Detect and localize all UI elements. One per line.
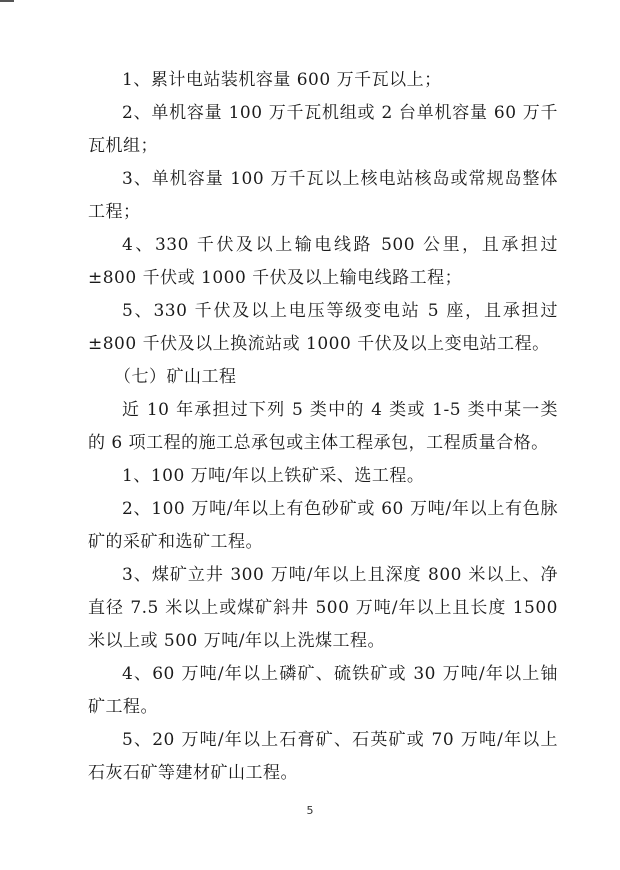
paragraph-mining-4: 4、60 万吨/年以上磷矿、硫铁矿或 30 万吨/年以上铀矿工程。 [88,664,558,717]
paragraph-mining-3: 3、煤矿立井 300 万吨/年以上且深度 800 米以上、净直径 7.5 米以上或煤矿斜井 500 万吨/年以上且长度 1500 米以上或 500 万吨/年以上洗煤工程。 [88,565,558,651]
page-corner-mark [0,0,14,2]
paragraph-power-5: 5、330 千伏及以上电压等级变电站 5 座，且承担过±800 千伏及以上换流站或 1000 千伏及以上变电站工程。 [88,301,558,354]
paragraph-power-3: 3、单机容量 100 万千瓦以上核电站核岛或常规岛整体工程； [88,169,558,222]
paragraph-power-4: 4、330 千伏及以上输电线路 500 公里，且承担过±800 千伏或 1000 千伏及以上输电线路工程； [88,235,558,288]
paragraph-mining-2: 2、100 万吨/年以上有色砂矿或 60 万吨/年以上有色脉矿的采矿和选矿工程。 [88,499,558,552]
paragraph-power-1: 1、累计电站装机容量 600 万千瓦以上； [122,70,442,90]
paragraph-mining-5: 5、20 万吨/年以上石膏矿、石英矿或 70 万吨/年以上石灰石矿等建材矿山工程。 [88,730,558,783]
paragraph-mining-1: 1、100 万吨/年以上铁矿采、选工程。 [122,466,425,486]
page-number: 5 [306,804,314,817]
section-heading-mining: （七）矿山工程 [114,367,237,387]
document-body [88,64,558,790]
paragraph-mining-intro: 近 10 年承担过下列 5 类中的 4 类或 1-5 类中某一类的 6 项工程的施工总承包或主体工程承包，工程质量合格。 [88,400,558,453]
paragraph-power-2: 2、单机容量 100 万千瓦机组或 2 台单机容量 60 万千瓦机组； [88,103,558,156]
